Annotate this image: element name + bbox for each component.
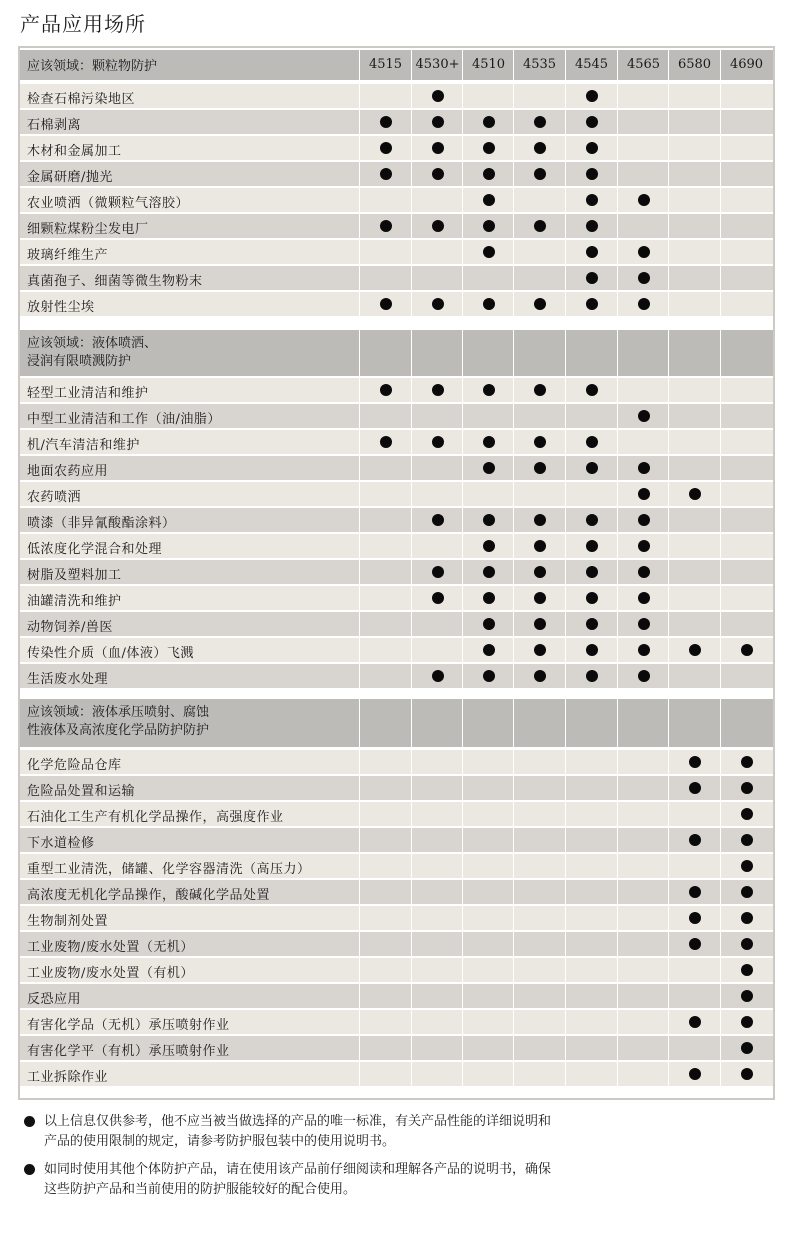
row-label: 农药喷洒 xyxy=(27,490,82,505)
row-label: 木材和金属加工 xyxy=(27,144,122,159)
section-header xyxy=(20,330,773,376)
row-label: 低浓度化学混合和处理 xyxy=(27,542,163,557)
note-line: 这些防护产品和当前使用的防护服能较好的配合使用。 xyxy=(44,1182,357,1197)
row-label: 有害化学品（无机）承压喷射作业 xyxy=(27,1018,230,1033)
applicable-dot-4545 xyxy=(586,436,598,448)
row-label: 石油化工生产有机化学品操作，高强度作业 xyxy=(27,810,284,825)
table-row xyxy=(20,136,773,160)
section-title-line: 浸润有限喷溅防护 xyxy=(27,354,132,369)
applicable-dot-4565 xyxy=(638,644,650,656)
table-row xyxy=(20,802,773,826)
table-row xyxy=(20,404,773,428)
applicable-dot-6580 xyxy=(689,1016,701,1028)
column-divider xyxy=(513,48,514,1098)
applicable-dot-4545 xyxy=(586,194,598,206)
applicable-dot-4690 xyxy=(741,808,753,820)
table-row xyxy=(20,84,773,108)
applicable-dot-4530plus xyxy=(432,436,444,448)
row-label: 工业拆除作业 xyxy=(27,1070,109,1085)
row-label: 石棉剥离 xyxy=(27,118,82,133)
applicable-dot-4535 xyxy=(534,566,546,578)
row-label: 细颗粒煤粉尘发电厂 xyxy=(27,222,149,237)
applicable-dot-4545 xyxy=(586,670,598,682)
row-label: 生活废水处理 xyxy=(27,672,109,687)
applicable-dot-4545 xyxy=(586,142,598,154)
row-label: 重型工业清洗，储罐、化学容器清洗（高压力） xyxy=(27,862,311,877)
table-row xyxy=(20,430,773,454)
table-row xyxy=(20,750,773,774)
section-title-line: 性液体及高浓度化学品防护防护 xyxy=(27,723,210,738)
table-row xyxy=(20,188,773,212)
applicable-dot-4545 xyxy=(586,90,598,102)
table-row xyxy=(20,456,773,480)
row-label: 生物制剂处置 xyxy=(27,914,109,929)
applicable-dot-4510 xyxy=(483,246,495,258)
applicable-dot-4510 xyxy=(483,384,495,396)
applicable-dot-4515 xyxy=(380,436,392,448)
applicable-dot-4535 xyxy=(534,168,546,180)
section-title xyxy=(27,335,157,371)
row-label: 轻型工业清洁和维护 xyxy=(27,386,149,401)
applicable-dot-6580 xyxy=(689,644,701,656)
applicable-dot-4530plus xyxy=(432,566,444,578)
applicable-dot-4510 xyxy=(483,220,495,232)
applicable-dot-4565 xyxy=(638,462,650,474)
applicable-dot-4510 xyxy=(483,670,495,682)
row-label: 喷漆（非异氰酸酯涂料） xyxy=(27,516,176,531)
applicable-dot-4535 xyxy=(534,298,546,310)
table-row xyxy=(20,482,773,506)
applicable-dot-4530plus xyxy=(432,384,444,396)
applicable-dot-4510 xyxy=(483,116,495,128)
column-divider xyxy=(617,48,618,1098)
applicable-dot-4545 xyxy=(586,298,598,310)
applicable-dot-4535 xyxy=(534,384,546,396)
applicable-dot-4690 xyxy=(741,834,753,846)
page-title: 产品应用场所 xyxy=(20,12,146,36)
applicable-dot-4565 xyxy=(638,246,650,258)
applicable-dot-4565 xyxy=(638,618,650,630)
table-row xyxy=(20,508,773,532)
applicable-dot-4510 xyxy=(483,592,495,604)
note-line: 产品的使用限制的规定，请参考防护服包装中的使用说明书。 xyxy=(44,1134,396,1149)
applicable-dot-6580 xyxy=(689,912,701,924)
applicable-dot-4565 xyxy=(638,410,650,422)
applicable-dot-4510 xyxy=(483,298,495,310)
row-label: 油罐清洗和维护 xyxy=(27,594,122,609)
table-row xyxy=(20,958,773,982)
applicable-dot-4535 xyxy=(534,540,546,552)
applicable-dot-4510 xyxy=(483,436,495,448)
row-label: 树脂及塑料加工 xyxy=(27,568,122,583)
applicable-dot-4545 xyxy=(586,168,598,180)
applicable-dot-4565 xyxy=(638,194,650,206)
applicable-dot-4535 xyxy=(534,514,546,526)
applicable-dot-4515 xyxy=(380,142,392,154)
row-label: 反恐应用 xyxy=(27,992,82,1007)
applicable-dot-4690 xyxy=(741,1016,753,1028)
applicable-dot-4535 xyxy=(534,618,546,630)
applicable-dot-4690 xyxy=(741,1042,753,1054)
applicable-dot-4535 xyxy=(534,142,546,154)
applicable-dot-4690 xyxy=(741,964,753,976)
applicable-dot-4545 xyxy=(586,592,598,604)
note-item xyxy=(22,1160,702,1200)
note-line: 如同时使用其他个体防护产品，请在使用该产品前仔细阅读和理解各产品的说明书，确保 xyxy=(44,1162,552,1177)
applicable-dot-4515 xyxy=(380,298,392,310)
row-label: 传染性介质（血/体液）飞溅 xyxy=(27,646,194,661)
table-row xyxy=(20,932,773,956)
section-header xyxy=(20,699,773,747)
row-label: 化学危险品仓库 xyxy=(27,758,122,773)
applicable-dot-4535 xyxy=(534,220,546,232)
applicable-dot-4515 xyxy=(380,384,392,396)
applicable-dot-4515 xyxy=(380,220,392,232)
applicable-dot-4565 xyxy=(638,514,650,526)
applicable-dot-4545 xyxy=(586,566,598,578)
table-row xyxy=(20,534,773,558)
row-label: 下水道检修 xyxy=(27,836,95,851)
applicable-dot-4690 xyxy=(741,782,753,794)
applicable-dot-4535 xyxy=(534,670,546,682)
row-label: 危险品处置和运输 xyxy=(27,784,136,799)
applicable-dot-4690 xyxy=(741,860,753,872)
applicable-dot-4530plus xyxy=(432,90,444,102)
applicable-dot-4510 xyxy=(483,514,495,526)
applicable-dot-4535 xyxy=(534,462,546,474)
column-header-4515: 4515 xyxy=(368,57,403,72)
applicable-dot-4535 xyxy=(534,436,546,448)
applicable-dot-4690 xyxy=(741,1068,753,1080)
applicable-dot-4690 xyxy=(741,756,753,768)
table-row xyxy=(20,828,773,852)
row-label: 检查石棉污染地区 xyxy=(27,92,136,107)
applicable-dot-4545 xyxy=(586,644,598,656)
section-title-line: 应该领域：颗粒物防护 xyxy=(27,59,158,74)
section-header xyxy=(20,50,773,80)
applicable-dot-4545 xyxy=(586,618,598,630)
row-label: 工业废物/废水处置（无机） xyxy=(27,940,194,955)
table-row xyxy=(20,378,773,402)
table-row xyxy=(20,854,773,878)
applicable-dot-4545 xyxy=(586,540,598,552)
column-header-4545: 4545 xyxy=(574,57,609,72)
row-label: 工业废物/废水处置（有机） xyxy=(27,966,194,981)
table-row xyxy=(20,1062,773,1086)
table-row xyxy=(20,266,773,290)
bullet-icon xyxy=(24,1116,35,1127)
table-row xyxy=(20,292,773,316)
applicable-dot-6580 xyxy=(689,938,701,950)
table-row xyxy=(20,1010,773,1034)
applicable-dot-4545 xyxy=(586,384,598,396)
column-header-6580: 6580 xyxy=(677,57,712,72)
row-label: 放射性尘埃 xyxy=(27,300,95,315)
applicable-dot-4530plus xyxy=(432,142,444,154)
applicable-dot-4545 xyxy=(586,272,598,284)
table-row xyxy=(20,664,773,688)
applicable-dot-4565 xyxy=(638,540,650,552)
applicable-dot-4545 xyxy=(586,220,598,232)
applicable-dot-4535 xyxy=(534,644,546,656)
row-label: 中型工业清洁和工作（油/油脂） xyxy=(27,412,221,427)
applicable-dot-4510 xyxy=(483,644,495,656)
table-row xyxy=(20,906,773,930)
section-title-line: 应该领域：液体喷洒、 xyxy=(27,336,158,351)
row-label: 有害化学平（有机）承压喷射作业 xyxy=(27,1044,230,1059)
row-label: 机/汽车清洁和维护 xyxy=(27,438,140,453)
applicable-dot-4530plus xyxy=(432,514,444,526)
table-row xyxy=(20,110,773,134)
applicable-dot-4565 xyxy=(638,592,650,604)
bullet-icon xyxy=(24,1164,35,1175)
row-label: 真菌孢子、细菌等微生物粉末 xyxy=(27,274,203,289)
applicable-dot-4530plus xyxy=(432,220,444,232)
table-row xyxy=(20,560,773,584)
row-label: 高浓度无机化学品操作，酸碱化学品处置 xyxy=(27,888,271,903)
table-row xyxy=(20,776,773,800)
applicable-dot-6580 xyxy=(689,886,701,898)
column-divider xyxy=(565,48,566,1098)
applicable-dot-4530plus xyxy=(432,116,444,128)
section-title xyxy=(27,704,209,740)
applicable-dot-4690 xyxy=(741,644,753,656)
applicable-dot-4565 xyxy=(638,566,650,578)
column-divider xyxy=(359,48,360,1098)
table-row xyxy=(20,586,773,610)
section-title-line: 应该领域：液体承压喷射、腐蚀 xyxy=(27,705,210,720)
column-header-4690: 4690 xyxy=(729,57,764,72)
applicable-dot-4510 xyxy=(483,142,495,154)
table-row xyxy=(20,240,773,264)
section-title xyxy=(27,58,157,76)
applicable-dot-4510 xyxy=(483,168,495,180)
applicable-dot-4530plus xyxy=(432,298,444,310)
applicable-dot-4545 xyxy=(586,116,598,128)
applicable-dot-4565 xyxy=(638,488,650,500)
applicable-dot-4530plus xyxy=(432,592,444,604)
applicable-dot-4535 xyxy=(534,592,546,604)
applicable-dot-4510 xyxy=(483,618,495,630)
note-line: 以上信息仅供参考，他不应当被当做选择的产品的唯一标准，有关产品性能的详细说明和 xyxy=(44,1114,552,1129)
column-divider xyxy=(411,48,412,1098)
column-divider xyxy=(462,48,463,1098)
column-header-4510: 4510 xyxy=(471,57,506,72)
applicable-dot-4510 xyxy=(483,540,495,552)
row-label: 金属研磨/抛光 xyxy=(27,170,113,185)
table-row xyxy=(20,162,773,186)
column-divider xyxy=(720,48,721,1098)
applicable-dot-4565 xyxy=(638,298,650,310)
column-header-4530plus: 4530+ xyxy=(415,57,460,72)
table-row xyxy=(20,984,773,1008)
applicable-dot-6580 xyxy=(689,488,701,500)
applicable-dot-4510 xyxy=(483,194,495,206)
applicable-dot-4510 xyxy=(483,566,495,578)
applicable-dot-4510 xyxy=(483,462,495,474)
row-label: 农业喷洒（微颗粒气溶胶） xyxy=(27,196,190,211)
row-label: 地面农药应用 xyxy=(27,464,109,479)
applicable-dot-4530plus xyxy=(432,670,444,682)
applicable-dot-6580 xyxy=(689,1068,701,1080)
row-label: 玻璃纤维生产 xyxy=(27,248,109,263)
table-row xyxy=(20,638,773,662)
applicable-dot-4545 xyxy=(586,246,598,258)
applicable-dot-4690 xyxy=(741,912,753,924)
applicable-dot-6580 xyxy=(689,782,701,794)
applicable-dot-4545 xyxy=(586,462,598,474)
applicable-dot-6580 xyxy=(689,834,701,846)
table-row xyxy=(20,880,773,904)
applicable-dot-4535 xyxy=(534,116,546,128)
applicable-dot-4690 xyxy=(741,990,753,1002)
applicable-dot-4565 xyxy=(638,272,650,284)
column-header-4565: 4565 xyxy=(626,57,661,72)
application-table xyxy=(18,46,775,1100)
applicable-dot-4515 xyxy=(380,168,392,180)
column-divider xyxy=(668,48,669,1098)
applicable-dot-4530plus xyxy=(432,168,444,180)
notes xyxy=(22,1112,702,1208)
applicable-dot-4690 xyxy=(741,886,753,898)
applicable-dot-6580 xyxy=(689,756,701,768)
applicable-dot-4690 xyxy=(741,938,753,950)
row-label: 动物饲养/兽医 xyxy=(27,620,113,635)
table-row xyxy=(20,612,773,636)
column-header-4535: 4535 xyxy=(522,57,557,72)
table-row xyxy=(20,214,773,238)
applicable-dot-4545 xyxy=(586,514,598,526)
applicable-dot-4515 xyxy=(380,116,392,128)
table-row xyxy=(20,1036,773,1060)
applicable-dot-4565 xyxy=(638,670,650,682)
note-item xyxy=(22,1112,702,1152)
